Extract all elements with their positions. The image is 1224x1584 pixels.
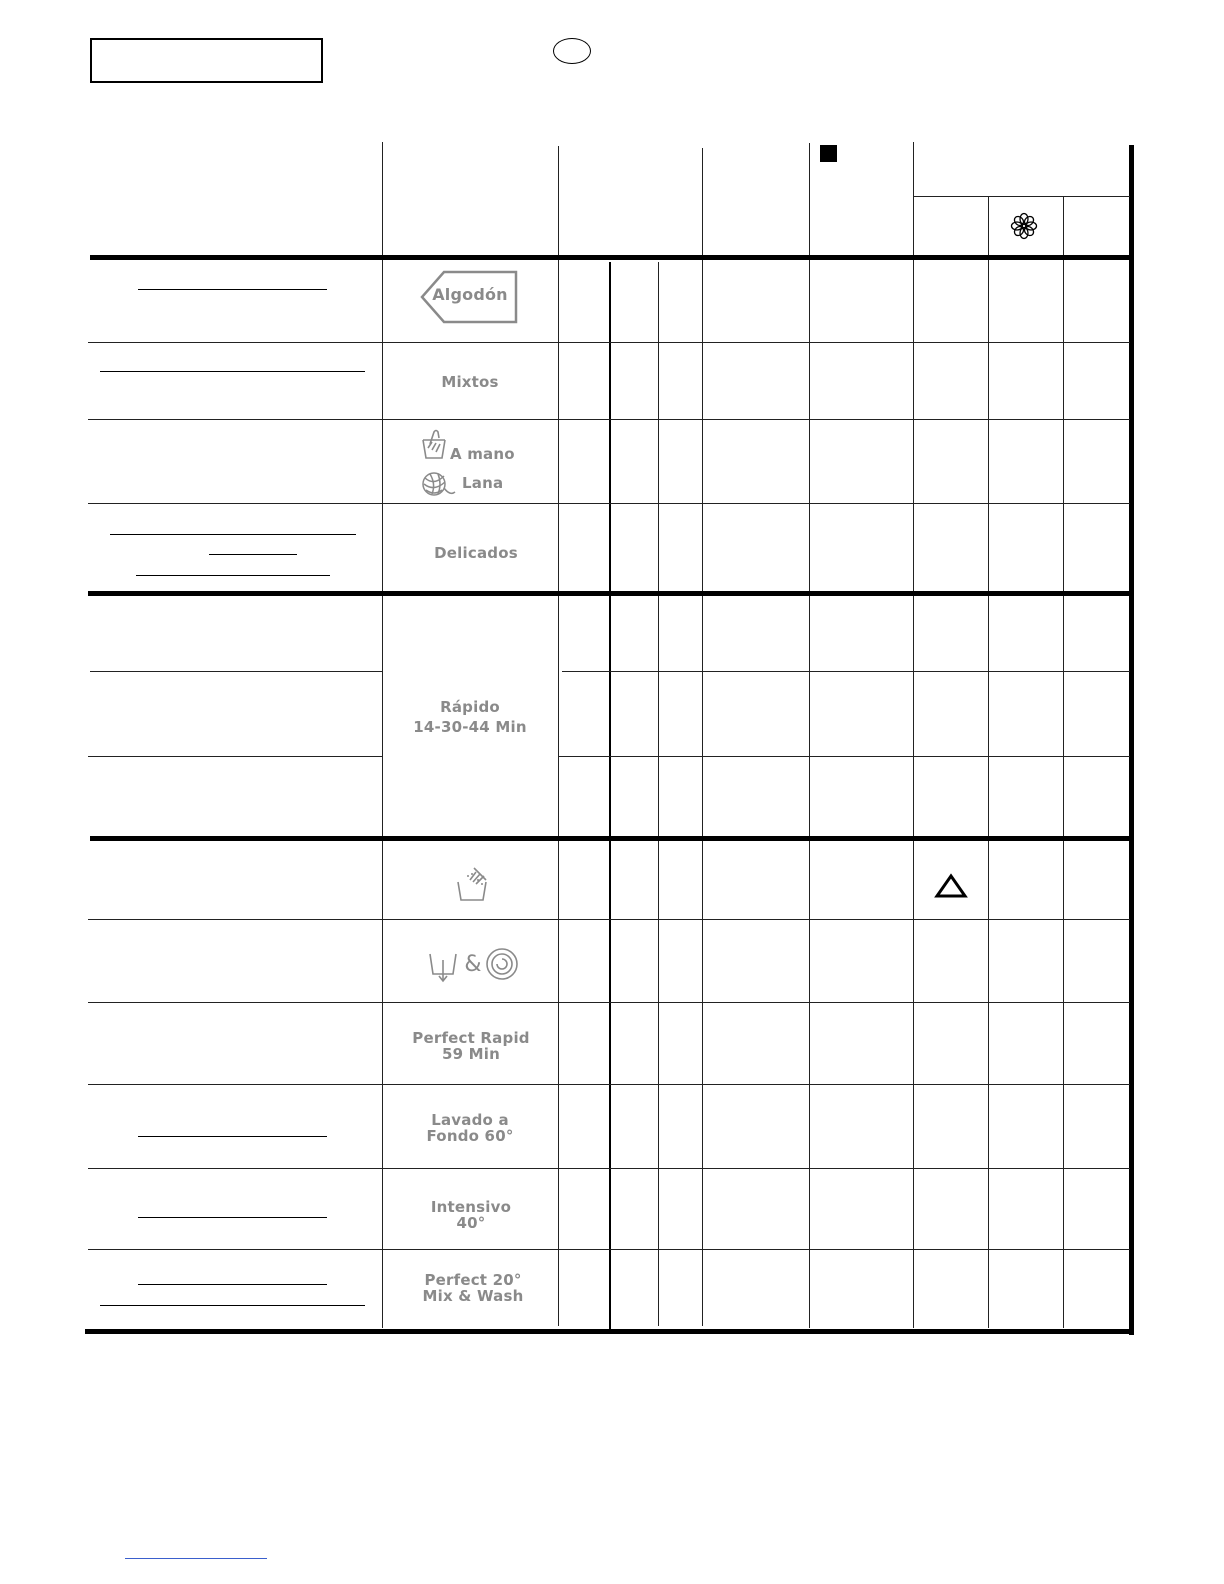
black-square-icon <box>820 145 837 162</box>
title-box <box>90 38 323 83</box>
program-delicados: Delicados <box>434 544 518 562</box>
program-mixtos: Mixtos <box>441 373 499 391</box>
language-circle <box>553 38 591 64</box>
program-perfect-rapid: Perfect Rapid 59 Min <box>412 1029 530 1063</box>
flower-icon <box>1010 212 1038 240</box>
hand-wash-icon <box>420 428 448 460</box>
program-lavado-fondo: Lavado a Fondo 60° <box>426 1111 514 1145</box>
triangle-icon <box>934 873 968 899</box>
program-lana: Lana <box>462 474 504 492</box>
program-algodon: Algodón <box>432 285 508 304</box>
wool-ball-icon <box>420 466 456 500</box>
rinse-shower-icon <box>456 866 490 902</box>
program-perfect-20: Perfect 20° Mix & Wash <box>422 1271 524 1305</box>
program-rapido: Rápido 14-30-44 Min <box>413 698 527 736</box>
drain-spin-ampersand: & <box>464 952 482 977</box>
program-a-mano: A mano <box>450 445 515 463</box>
program-intensivo: Intensivo 40° <box>430 1198 512 1232</box>
